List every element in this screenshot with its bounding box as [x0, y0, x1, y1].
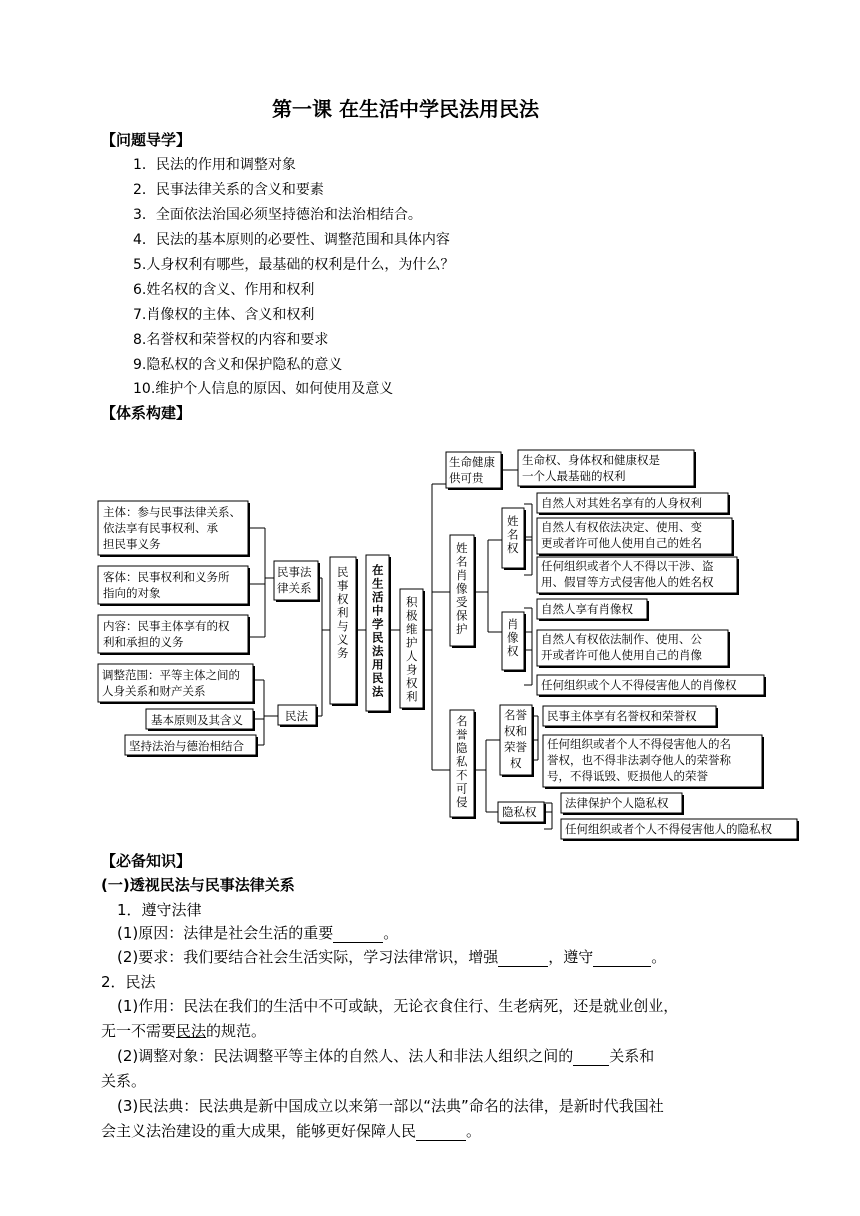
box-text: 主体：参与民事法律关系、	[103, 505, 241, 519]
box-civil-scope	[98, 664, 255, 704]
section-title: (一)透视民法与民事法律关系	[101, 876, 295, 894]
fill-blank[interactable]	[333, 924, 383, 943]
paragraph: 2．民法	[101, 973, 156, 991]
box-text: 开或者许可他人使用自己的肖像	[541, 648, 702, 662]
box-text: 民事主体享有名誉权和荣誉权	[547, 709, 697, 723]
box-text: 指向的对象	[103, 586, 161, 600]
box-text: 姓名权	[507, 514, 519, 555]
guide-item: 9.隐私权的含义和保护隐私的意义	[133, 357, 343, 373]
box-relation-subject	[98, 501, 250, 557]
box-text: 自然人有权依法决定、使用、变	[541, 520, 702, 534]
text: (1)原因：法律是社会生活的重要	[117, 924, 334, 942]
paragraph	[101, 1120, 481, 1141]
box-portrait-item-1	[537, 599, 649, 621]
text: 。	[651, 948, 667, 966]
box-text: 利和承担的义务	[103, 635, 184, 649]
box-reputation-right	[500, 705, 534, 777]
paragraph	[117, 1045, 654, 1066]
guide-item: 1．民法的作用和调整对象	[133, 157, 296, 173]
box-name-right	[502, 508, 526, 570]
guide-item: 10.维护个人信息的原因、如何使用及意义	[133, 381, 394, 397]
box-text: 自然人对其姓名享有的人身权利	[541, 496, 702, 510]
box-portrait-item-2	[537, 630, 730, 668]
box-text: 供可贵	[449, 471, 484, 485]
box-reputation-item-2	[543, 735, 764, 789]
box-text: 客体：民事权利和义务所	[103, 570, 230, 584]
knowledge-heading: 【必备知识】	[101, 852, 192, 870]
box-relation-object	[98, 566, 250, 606]
box-text: 誉权，也不得非法剥夺他人的荣誉称	[547, 753, 731, 767]
box-center-topic	[366, 555, 391, 713]
fill-blank[interactable]	[416, 1122, 466, 1141]
box-text: 更或者许可他人使用自己的姓名	[541, 536, 702, 550]
box-life-health	[446, 452, 503, 490]
text: (2)要求：我们要结合社会生活实际，学习法律常识，增强	[117, 948, 499, 966]
box-civil-rule-of-law	[125, 735, 258, 757]
box-text: 任何组织或者个人不得侵害他人的隐私权	[565, 822, 772, 836]
system-heading: 【体系构建】	[101, 404, 192, 422]
box-text: 名誉隐私不可侵	[456, 714, 468, 809]
guide-item: 7.肖像权的主体、含义和权利	[133, 307, 315, 323]
box-text: 在生活中学民法用民法	[372, 563, 384, 699]
paragraph	[117, 946, 666, 967]
box-text: 坚持法治与德治相结合	[129, 739, 244, 753]
guide-item: 4．民法的基本原则的必要性、调整范围和具体内容	[133, 232, 450, 248]
box-text: 民法	[285, 709, 308, 723]
guide-item: 2．民事法律关系的含义和要素	[133, 182, 324, 198]
box-text: 号，不得诋毁、贬损他人的荣誉	[547, 769, 708, 783]
box-protect-personal-rights	[400, 589, 425, 710]
box-text: 积极维护人身权利	[406, 595, 418, 704]
box-reputation-item-1	[543, 706, 718, 728]
box-text: 民事权利与义务	[337, 565, 349, 660]
paragraph: 关系。	[101, 1072, 147, 1090]
box-privacy-item-1	[561, 793, 684, 815]
text: ，遵守	[548, 948, 594, 966]
box-text: 荣誉	[504, 740, 527, 754]
box-relation-content	[98, 615, 250, 655]
box-name-item-1	[537, 493, 730, 515]
box-text: 隐私权	[502, 805, 537, 819]
guide-item: 3．全面依法治国必须坚持德治和法治相结合。	[133, 207, 422, 223]
box-rights-duties	[330, 557, 358, 706]
box-text: 一个人最基础的权利	[522, 469, 626, 483]
paragraph: (1)作用：民法在我们的生活中不可或缺，无论衣食住行、生老病死，还是就业创业，	[117, 997, 679, 1015]
box-text: 自然人有权依法制作、使用、公	[541, 632, 702, 646]
box-portrait-item-3	[537, 675, 766, 697]
box-text: 内容：民事主体享有的权	[103, 619, 230, 633]
guide-item: 5.人身权利有哪些，最基础的权利是什么，为什么？	[133, 257, 455, 273]
box-text: 肖像权	[507, 617, 519, 658]
box-life-desc	[518, 450, 696, 488]
text: 会主义法治建设的重大成果，能够更好保障人民	[101, 1122, 417, 1140]
fill-blank[interactable]	[498, 948, 548, 967]
box-name-item-2	[537, 518, 734, 556]
box-text: 权和	[504, 724, 527, 738]
paragraph	[117, 922, 398, 943]
fill-blank[interactable]	[573, 1047, 609, 1066]
text: 。	[383, 924, 399, 942]
text: (2)调整对象：民法调整平等主体的自然人、法人和非法人组织之间的	[117, 1047, 574, 1065]
box-text: 任何组织或个人不得侵害他人的肖像权	[541, 678, 737, 692]
text: 。	[466, 1122, 482, 1140]
box-text: 生命健康	[449, 455, 495, 469]
box-text: 姓名肖像受保护	[456, 541, 468, 636]
box-reputation-privacy	[450, 710, 476, 819]
box-name-item-3	[537, 557, 739, 595]
box-name-portrait	[450, 535, 476, 648]
box-portrait-right	[502, 612, 526, 672]
box-civil-relation	[274, 561, 320, 602]
box-civil-principles	[146, 709, 255, 731]
page-title: 第一课 在生活中学民法用民法	[272, 97, 539, 121]
fill-blank[interactable]	[593, 948, 651, 967]
box-text: 任何组织或者个人不得以干涉、盗	[541, 559, 714, 573]
guide-item: 8.名誉权和荣誉权的内容和要求	[133, 332, 329, 348]
text: 的规范。	[206, 1022, 267, 1040]
text: 无一不需要	[101, 1022, 177, 1040]
guide-heading: 【问题导学】	[101, 131, 192, 149]
paragraph: 1．遵守法律	[117, 901, 202, 919]
box-text: 民事法律关系	[277, 565, 312, 595]
box-text: 担民事义务	[103, 537, 161, 551]
box-text: 生命权、身体权和健康权是	[522, 453, 660, 467]
guide-item: 6.姓名权的含义、作用和权利	[133, 282, 315, 298]
box-text: 法律保护个人隐私权	[565, 796, 669, 810]
paragraph	[101, 1020, 266, 1041]
box-text: 调整范围：平等主体之间的	[102, 668, 240, 682]
underlined-term: 民法	[176, 1022, 207, 1040]
box-text: 权	[510, 756, 522, 770]
box-privacy-right	[498, 802, 546, 824]
box-privacy-item-2	[561, 819, 799, 841]
box-text: 自然人享有肖像权	[541, 602, 633, 616]
box-text: 用、假冒等方式侵害他人的姓名权	[541, 575, 714, 589]
text: 关系和	[609, 1047, 655, 1065]
box-text: 依法享有民事权利、承	[103, 521, 218, 535]
box-text: 任何组织或者个人不得侵害他人的名	[547, 737, 731, 751]
box-civil-law	[278, 705, 318, 727]
box-text: 基本原则及其含义	[151, 713, 243, 727]
box-text: 人身关系和财产关系	[102, 684, 206, 698]
box-text: 名誉	[504, 708, 527, 722]
paragraph: (3)民法典：民法典是新中国成立以来第一部以“法典”命名的法律，是新时代我国社	[117, 1097, 664, 1115]
